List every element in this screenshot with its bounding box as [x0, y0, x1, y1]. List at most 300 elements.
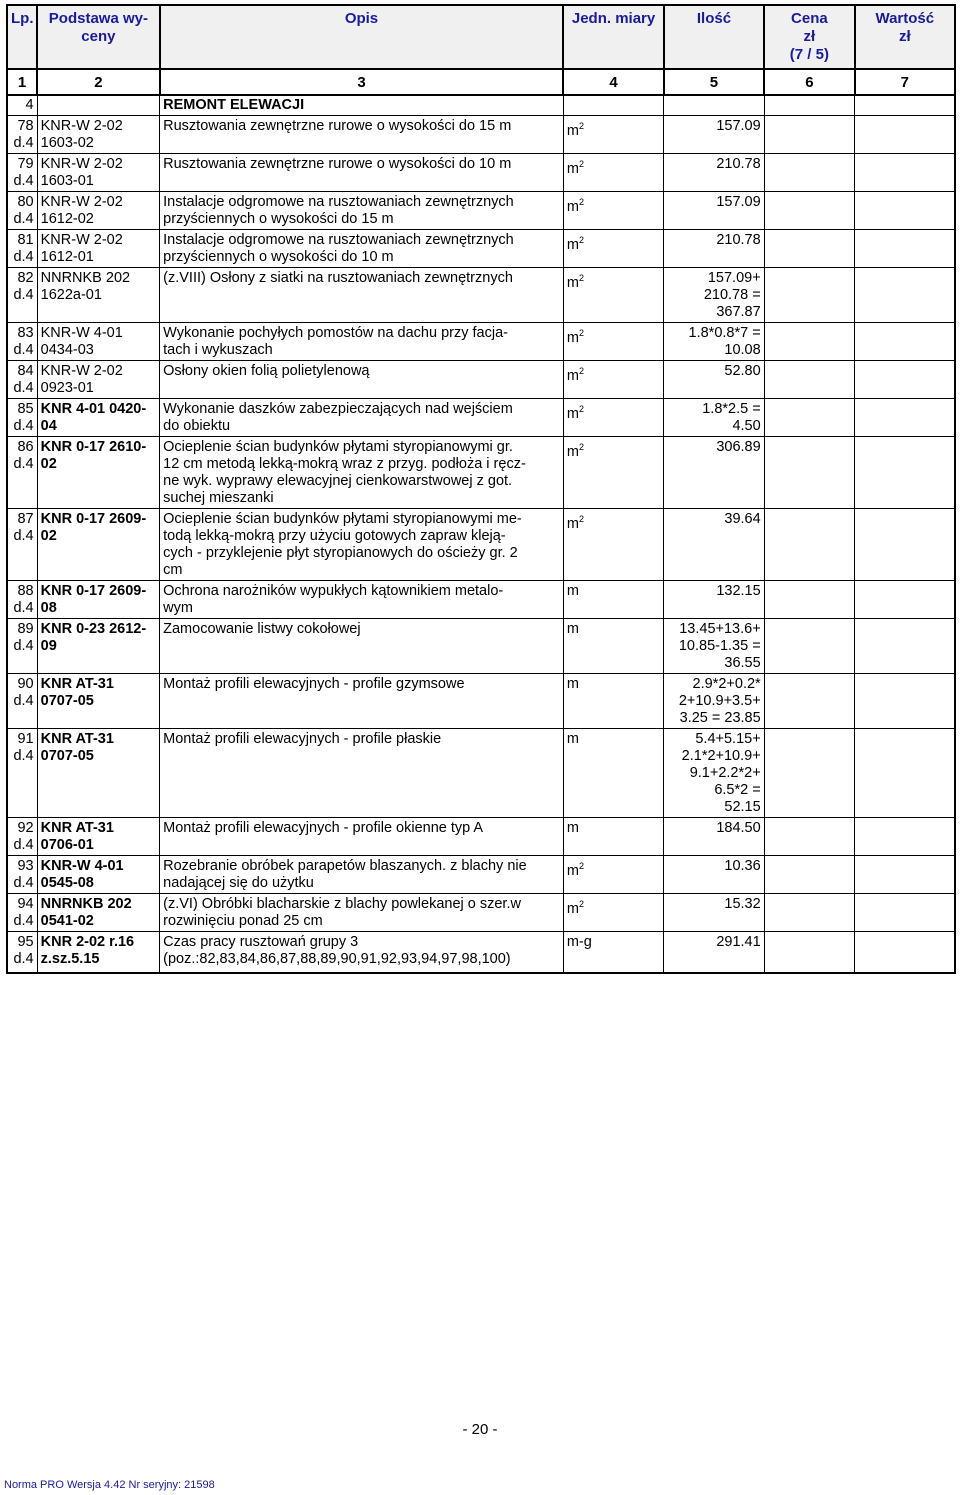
item-basis [37, 581, 160, 619]
item-quantity-line: 13.45+13.6+ [679, 621, 761, 637]
item-value [855, 856, 955, 894]
table-row [7, 619, 955, 674]
item-basis-line: 1612-01 [40, 249, 94, 265]
item-number-line: d.4 [13, 173, 34, 189]
item-basis-line: KNR 0-23 2612- [40, 621, 147, 637]
item-price [764, 230, 854, 268]
item-basis-line: KNR-W 2-02 [40, 232, 123, 248]
item-unit [563, 894, 663, 932]
item-number [7, 619, 37, 674]
item-basis [37, 323, 160, 361]
item-quantity-line: 39.64 [724, 511, 761, 527]
item-description-line: cm [163, 562, 183, 578]
item-quantity [664, 268, 764, 323]
item-value [855, 399, 955, 437]
cost-estimate-table [6, 4, 956, 974]
item-basis-line: 0541-02 [40, 913, 94, 929]
header-description: Opis [160, 5, 564, 69]
item-quantity [664, 116, 764, 154]
item-description-line: (poz.:82,83,84,86,87,88,89,90,91,92,93,94,97,98,100) [163, 951, 511, 967]
item-price [764, 116, 854, 154]
unit-label: $m^2$ [566, 404, 584, 422]
item-number-line: 86 [17, 439, 34, 455]
item-number [7, 581, 37, 619]
item-description-line: cych - przyklejenie płyt styropianowych do ościeży gr. 2 [163, 545, 518, 561]
item-price [764, 192, 854, 230]
item-basis-line: KNR 2-02 r.16 [40, 934, 135, 950]
item-description [160, 818, 564, 856]
item-description-line: rozwinięciu ponad 25 cm [163, 913, 323, 929]
item-number [7, 818, 37, 856]
item-number-line: 92 [17, 820, 34, 836]
item-basis-line: KNR-W 2-02 [40, 156, 123, 172]
item-description [160, 581, 564, 619]
unit-label: $m^2$ [566, 121, 584, 139]
column-number: 4 [563, 69, 663, 95]
item-description-line: Ochrona narożników wypukłych kątownikiem metalo- [163, 583, 504, 599]
item-basis-line: 0923-01 [40, 380, 94, 396]
header-quantity: Ilość [664, 5, 764, 69]
item-number [7, 856, 37, 894]
item-description [160, 323, 564, 361]
table-row [7, 437, 955, 509]
column-number: 6 [764, 69, 854, 95]
item-description-line: przyściennych o wysokości do 15 m [163, 211, 394, 227]
table-row [7, 323, 955, 361]
item-number-line: 84 [17, 363, 34, 379]
item-basis-line: 02 [40, 456, 57, 472]
item-number [7, 437, 37, 509]
item-number-line: 85 [17, 401, 34, 417]
item-value [855, 323, 955, 361]
item-number-line: d.4 [13, 600, 34, 616]
item-quantity-line: 10.36 [724, 858, 761, 874]
item-quantity-line: 210.78 [716, 232, 761, 248]
item-number-line: d.4 [13, 951, 34, 967]
item-basis-line: 04 [40, 418, 57, 434]
item-value [855, 619, 955, 674]
item-number-line: 89 [17, 621, 34, 637]
item-number [7, 268, 37, 323]
item-number-line: 95 [17, 934, 34, 950]
item-quantity-line: 157.09+ [707, 270, 761, 286]
item-description [160, 894, 564, 932]
item-value [855, 509, 955, 581]
unit-label: $m^2$ [566, 159, 584, 177]
table-row [7, 230, 955, 268]
item-quantity-line: 367.87 [716, 304, 761, 320]
item-basis-line: 0707-05 [40, 693, 94, 709]
item-description-line: Rozebranie obróbek parapetów blaszanych. z blachy nie [163, 858, 527, 874]
item-description-line: Montaż profili elewacyjnych - profile gzymsowe [163, 676, 465, 692]
item-description [160, 619, 564, 674]
item-unit [563, 619, 663, 674]
item-basis-line: KNR AT-31 [40, 731, 114, 747]
item-quantity [664, 856, 764, 894]
item-quantity-line: 2.1*2+10.9+ [681, 748, 761, 764]
unit-label: $m^2$ [566, 899, 584, 917]
item-description-line: nadającej się do użytku [163, 875, 314, 891]
item-unit [563, 399, 663, 437]
item-quantity-line: 4.50 [732, 418, 761, 434]
item-number-line: d.4 [13, 287, 34, 303]
table-row [7, 856, 955, 894]
item-price [764, 729, 854, 818]
item-description-line: Osłony okien folią polietylenową [163, 363, 370, 379]
item-basis-line: KNR 0-17 2609- [40, 583, 147, 599]
item-basis [37, 437, 160, 509]
item-price [764, 323, 854, 361]
item-quantity-line: 2.9*2+0.2* [692, 676, 761, 692]
item-quantity-line: 6.5*2 = [714, 782, 761, 798]
unit-label: $m^2$ [566, 366, 584, 384]
item-basis-line: 1603-02 [40, 135, 94, 151]
section-title: REMONT ELEWACJI [160, 95, 564, 116]
item-basis-line: KNR-W 2-02 [40, 194, 123, 210]
unit-label: m [566, 676, 579, 692]
item-price [764, 399, 854, 437]
item-basis-line: KNR-W 4-01 [40, 325, 123, 341]
item-basis-line: KNR AT-31 [40, 676, 114, 692]
column-number-row [7, 69, 955, 95]
item-basis-line: KNR-W 2-02 [40, 363, 123, 379]
item-basis-line: KNR 0-17 2609- [40, 511, 147, 527]
item-value [855, 116, 955, 154]
item-number [7, 729, 37, 818]
item-quantity-line: 291.41 [716, 934, 761, 950]
item-description-line: tach i wykuszach [163, 342, 273, 358]
item-basis-line: 1612-02 [40, 211, 94, 227]
item-number-line: d.4 [13, 837, 34, 853]
item-unit [563, 230, 663, 268]
item-value [855, 674, 955, 729]
page-number: - 20 - [462, 1421, 498, 1438]
item-description [160, 509, 564, 581]
unit-label: $m^2$ [566, 861, 584, 879]
item-description [160, 192, 564, 230]
item-price [764, 509, 854, 581]
item-basis [37, 361, 160, 399]
item-number [7, 192, 37, 230]
item-quantity [664, 729, 764, 818]
item-unit [563, 856, 663, 894]
item-price [764, 268, 854, 323]
item-description-line: Rusztowania zewnętrzne rurowe o wysokości do 10 m [163, 156, 512, 172]
item-description-line: Instalacje odgromowe na rusztowaniach zewnętrznych [163, 232, 514, 248]
item-quantity-line: 52.15 [724, 799, 761, 815]
item-quantity-line: 5.4+5.15+ [695, 731, 761, 747]
item-basis [37, 154, 160, 192]
item-description-line: wym [163, 600, 193, 616]
item-description-line: todą lekką-mokrą przy użyciu gotowych zapraw kleją- [163, 528, 506, 544]
item-unit [563, 818, 663, 856]
item-number-line: 88 [17, 583, 34, 599]
item-quantity-line: 52.80 [724, 363, 761, 379]
item-description [160, 674, 564, 729]
item-description [160, 154, 564, 192]
item-quantity [664, 581, 764, 619]
item-basis [37, 619, 160, 674]
item-quantity-line: 36.55 [724, 655, 761, 671]
table-row [7, 894, 955, 932]
item-basis-line: z.sz.5.15 [40, 951, 100, 967]
item-unit [563, 116, 663, 154]
item-quantity-line: 1.8*0.8*7 = [688, 325, 761, 341]
item-number-line: d.4 [13, 211, 34, 227]
item-basis-line: KNR-W 2-02 [40, 118, 123, 134]
item-unit [563, 674, 663, 729]
item-number [7, 509, 37, 581]
column-number: 3 [160, 69, 564, 95]
item-description-line: (z.VIII) Osłony z siatki na rusztowaniach zewnętrznych [163, 270, 513, 286]
item-value [855, 268, 955, 323]
item-number-line: 91 [17, 731, 34, 747]
item-description-line: Czas pracy rusztowań grupy 3 [163, 934, 359, 950]
table-row [7, 154, 955, 192]
item-number-line: d.4 [13, 693, 34, 709]
section-row [7, 95, 955, 116]
item-quantity-line: 3.25 = 23.85 [679, 710, 761, 726]
item-basis [37, 729, 160, 818]
item-basis-line: 0434-03 [40, 342, 94, 358]
item-number-line: 80 [17, 194, 34, 210]
item-value [855, 154, 955, 192]
item-price [764, 619, 854, 674]
section-number: 4 [7, 95, 37, 116]
item-description-line: Rusztowania zewnętrzne rurowe o wysokości do 15 m [163, 118, 512, 134]
unit-label: $m^2$ [566, 197, 584, 215]
item-quantity-line: 157.09 [716, 194, 761, 210]
table-row [7, 399, 955, 437]
table-row [7, 116, 955, 154]
item-number-line: d.4 [13, 418, 34, 434]
item-number-line: d.4 [13, 456, 34, 472]
table-row [7, 509, 955, 581]
item-quantity-line: 132.15 [716, 583, 761, 599]
item-number [7, 230, 37, 268]
item-unit [563, 361, 663, 399]
item-basis-line: 1622a-01 [40, 287, 102, 303]
item-number [7, 932, 37, 974]
item-description [160, 230, 564, 268]
item-basis-line: 1603-01 [40, 173, 94, 189]
unit-label: m [566, 731, 579, 747]
item-unit [563, 509, 663, 581]
software-footer: Norma PRO Wersja 4.42 Nr seryjny: 21598 [4, 1479, 215, 1491]
item-quantity [664, 323, 764, 361]
item-unit [563, 729, 663, 818]
table-row [7, 361, 955, 399]
item-basis-line: KNR 0-17 2610- [40, 439, 147, 455]
item-number [7, 323, 37, 361]
item-value [855, 932, 955, 974]
unit-label: m [566, 820, 579, 836]
item-number-line: 94 [17, 896, 34, 912]
item-basis [37, 268, 160, 323]
item-quantity [664, 154, 764, 192]
item-basis [37, 192, 160, 230]
item-unit [563, 192, 663, 230]
item-quantity-line: 306.89 [716, 439, 761, 455]
item-number-line: 83 [17, 325, 34, 341]
item-price [764, 932, 854, 974]
column-number: 5 [664, 69, 764, 95]
item-number-line: d.4 [13, 342, 34, 358]
item-price [764, 856, 854, 894]
item-basis [37, 116, 160, 154]
item-number-line: d.4 [13, 748, 34, 764]
table-row [7, 581, 955, 619]
header-basis: Podstawa wy- ceny [37, 5, 160, 69]
item-number [7, 399, 37, 437]
item-basis [37, 674, 160, 729]
item-description-line: Zamocowanie listwy cokołowej [163, 621, 361, 637]
item-quantity-line: 210.78 = [703, 287, 761, 303]
table-row [7, 818, 955, 856]
item-basis-line: 0707-05 [40, 748, 94, 764]
column-number: 2 [37, 69, 160, 95]
item-description-line: przyściennych o wysokości do 10 m [163, 249, 394, 265]
item-number-line: 82 [17, 270, 34, 286]
item-quantity [664, 437, 764, 509]
item-description [160, 856, 564, 894]
item-number [7, 674, 37, 729]
table-row [7, 729, 955, 818]
item-price [764, 674, 854, 729]
item-price [764, 437, 854, 509]
table-row [7, 268, 955, 323]
item-quantity-line: 9.1+2.2*2+ [689, 765, 761, 781]
item-description-line: Instalacje odgromowe na rusztowaniach zewnętrznych [163, 194, 514, 210]
item-basis [37, 230, 160, 268]
item-value [855, 230, 955, 268]
item-basis-line: NNRNKB 202 [40, 270, 131, 286]
item-value [855, 894, 955, 932]
header-value: Wartość zł [855, 5, 955, 69]
item-basis-line: KNR AT-31 [40, 820, 114, 836]
item-basis-line: 08 [40, 600, 57, 616]
item-quantity [664, 399, 764, 437]
item-description [160, 116, 564, 154]
item-quantity [664, 619, 764, 674]
item-price [764, 818, 854, 856]
item-quantity [664, 192, 764, 230]
item-number-line: 90 [17, 676, 34, 692]
item-description-line: suchej mieszanki [163, 490, 274, 506]
item-description-line: Montaż profili elewacyjnych - profile okienne typ A [163, 820, 484, 836]
item-number-line: 93 [17, 858, 34, 874]
item-number-line: d.4 [13, 638, 34, 654]
item-description-line: Montaż profili elewacyjnych - profile płaskie [163, 731, 442, 747]
item-number [7, 894, 37, 932]
item-quantity-line: 15.32 [724, 896, 761, 912]
item-number-line: d.4 [13, 913, 34, 929]
item-quantity-line: 1.8*2.5 = [702, 401, 761, 417]
item-number-line: 81 [17, 232, 34, 248]
item-description-line: (z.VI) Obróbki blacharskie z blachy powlekanej o szer.w [163, 896, 521, 912]
item-unit [563, 268, 663, 323]
item-quantity [664, 894, 764, 932]
item-description-line: 12 cm metodą lekką-mokrą wraz z przyg. podłoża i ręcz- [163, 456, 526, 472]
item-description [160, 729, 564, 818]
item-number-line: d.4 [13, 249, 34, 265]
item-price [764, 154, 854, 192]
item-quantity [664, 818, 764, 856]
item-basis [37, 856, 160, 894]
item-price [764, 894, 854, 932]
item-basis-line: KNR 4-01 0420- [40, 401, 147, 417]
item-basis-line: 09 [40, 638, 57, 654]
item-value [855, 192, 955, 230]
item-quantity-line: 184.50 [716, 820, 761, 836]
item-description-line: Wykonanie daszków zabezpieczających nad wejściem [163, 401, 513, 417]
item-quantity-line: 2+10.9+3.5+ [678, 693, 761, 709]
unit-label: m [566, 621, 579, 637]
item-quantity-line: 157.09 [716, 118, 761, 134]
item-unit [563, 154, 663, 192]
item-value [855, 361, 955, 399]
item-quantity [664, 674, 764, 729]
item-basis-line: 0706-01 [40, 837, 94, 853]
item-quantity [664, 509, 764, 581]
column-number: 7 [855, 69, 955, 95]
header-unit: Jedn. miary [563, 5, 663, 69]
item-description [160, 268, 564, 323]
unit-label: $m^2$ [566, 235, 584, 253]
item-basis [37, 509, 160, 581]
item-unit [563, 932, 663, 974]
item-value [855, 437, 955, 509]
item-quantity [664, 361, 764, 399]
item-description [160, 361, 564, 399]
item-unit [563, 437, 663, 509]
column-number: 1 [7, 69, 37, 95]
unit-label: m [566, 583, 579, 599]
table-row [7, 932, 955, 974]
item-number-line: d.4 [13, 875, 34, 891]
item-unit [563, 323, 663, 361]
table-body [7, 95, 955, 973]
item-number-line: 79 [17, 156, 34, 172]
item-price [764, 581, 854, 619]
item-basis [37, 818, 160, 856]
item-description [160, 399, 564, 437]
item-description-line: do obiektu [163, 418, 231, 434]
item-basis [37, 399, 160, 437]
unit-label: $m^2$ [566, 328, 584, 346]
item-basis-line: NNRNKB 202 [40, 896, 132, 912]
item-number-line: d.4 [13, 528, 34, 544]
item-number-line: 87 [17, 511, 34, 527]
item-basis [37, 932, 160, 974]
item-value [855, 818, 955, 856]
item-value [855, 581, 955, 619]
item-number [7, 361, 37, 399]
item-basis-line: KNR-W 4-01 [40, 858, 124, 874]
item-price [764, 361, 854, 399]
item-number-line: d.4 [13, 135, 34, 151]
item-quantity [664, 230, 764, 268]
table-header-row [7, 5, 955, 69]
item-quantity [664, 932, 764, 974]
item-description-line: Ocieplenie ścian budynków płytami styropianowymi gr. [163, 439, 513, 455]
table-row [7, 674, 955, 729]
unit-label: m-g [566, 934, 592, 950]
item-number-line: d.4 [13, 380, 34, 396]
item-quantity-line: 210.78 [716, 156, 761, 172]
item-description [160, 437, 564, 509]
item-basis-line: 0545-08 [40, 875, 94, 891]
